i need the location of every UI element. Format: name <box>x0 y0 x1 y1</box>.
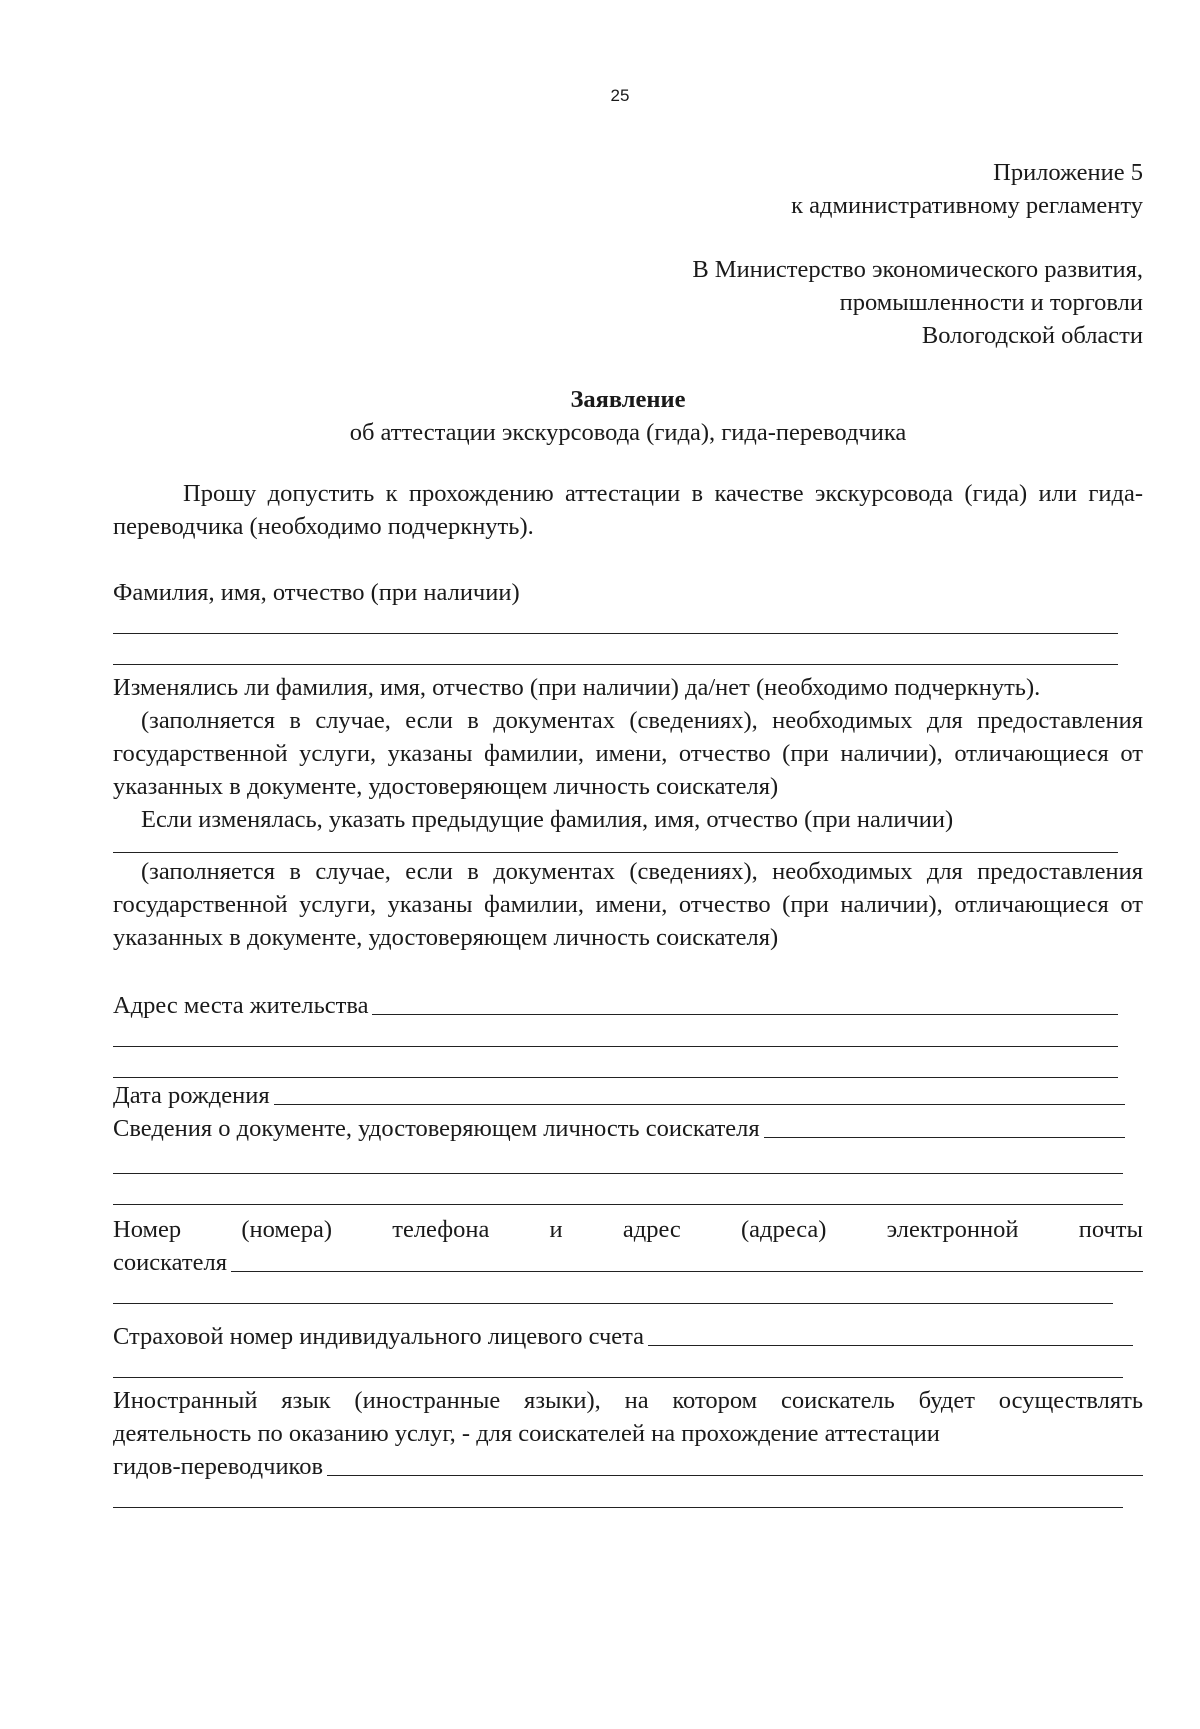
snils-label: Страховой номер индивидуального лицевого счета <box>113 1323 645 1350</box>
page-number: 25 <box>610 86 630 105</box>
phone-word: Номер <box>113 1216 182 1243</box>
previous-name-label: Если изменялась, указать предыдущие фамилия, имя, отчество (при наличии) <box>141 806 954 833</box>
snils-row <box>113 1320 1133 1353</box>
address-label: Адрес места жительства <box>113 992 369 1019</box>
address-line-3[interactable] <box>113 1077 1118 1078</box>
phone-word: электронной <box>886 1216 1019 1243</box>
addressee-line-1: В Министерство экономического развития, <box>692 256 1143 283</box>
fio-line-1[interactable] <box>113 633 1118 634</box>
snils-line-2[interactable] <box>113 1377 1123 1378</box>
address-row <box>113 989 1118 1022</box>
name-change-note-2: (заполняется в случае, если в документах (сведениях), необходимых для предоставления государственной услуги, указаны фамилии, имени, отчество (при наличии), отличающиеся от указанных в документе, удостоверяющем личность соискателя) <box>113 858 1143 951</box>
name-change-note-1: (заполняется в случае, если в документах (сведениях), необходимых для предоставления государственной услуги, указаны фамилии, имени, отчество (при наличии), отличающиеся от указанных в документе, удостоверяющем личность соискателя) <box>113 707 1143 800</box>
phone-word: (номера) <box>241 1216 333 1243</box>
addressee-line-3: Вологодской области <box>921 322 1143 349</box>
snils-line-1[interactable] <box>648 1345 1133 1346</box>
foreign-language-row <box>113 1450 1143 1483</box>
request-paragraph: Прошу допустить к прохождению аттестации в качестве экскурсовода (гида) или гида-переводчика (необходимо подчеркнуть). <box>113 480 1143 540</box>
appendix-header <box>113 156 1143 222</box>
appendix-line: Приложение 5 <box>993 159 1143 186</box>
foreign-language-line-1[interactable] <box>327 1475 1143 1476</box>
phone-email-line-1[interactable] <box>231 1271 1143 1272</box>
addressee-block <box>113 253 1143 352</box>
appendix-regulation-line: к административному регламенту <box>791 192 1143 219</box>
phone-word: почты <box>1078 1216 1143 1243</box>
foreign-language-label-2: гидов-переводчиков <box>113 1453 324 1480</box>
id-document-line-1[interactable] <box>764 1137 1125 1138</box>
id-document-line-2[interactable] <box>113 1173 1123 1174</box>
address-line-1[interactable] <box>372 1014 1118 1015</box>
name-changed-question: Изменялись ли фамилия, имя, отчество (при наличии) да/нет (необходимо подчеркнуть). <box>113 674 1041 701</box>
document-subtitle: об аттестации экскурсовода (гида), гида-переводчика <box>349 419 907 446</box>
document-content <box>113 156 1143 1508</box>
id-document-line-3[interactable] <box>113 1204 1123 1205</box>
phone-email-line-2[interactable] <box>113 1303 1113 1304</box>
fio-line-2[interactable] <box>113 664 1118 665</box>
phone-word: адрес <box>622 1216 681 1243</box>
birth-date-label: Дата рождения <box>113 1082 270 1109</box>
foreign-language-line-2[interactable] <box>113 1507 1123 1508</box>
phone-word: (адреса) <box>741 1216 827 1243</box>
id-document-row <box>113 1112 1125 1145</box>
address-line-2[interactable] <box>113 1046 1118 1047</box>
foreign-language-label: Иностранный язык (иностранные языки), на котором соискатель будет осуществлять деятельность по оказанию услуг, - для соискателей на прохождение аттестации <box>113 1387 1143 1447</box>
phone-email-row <box>113 1246 1143 1279</box>
phone-email-label-2: соискателя <box>113 1249 227 1276</box>
addressee-line-2: промышленности и торговли <box>839 289 1143 316</box>
birth-date-row <box>113 1079 1125 1112</box>
phone-word: и <box>549 1216 563 1243</box>
id-document-label: Сведения о документе, удостоверяющем личность соискателя <box>113 1115 760 1142</box>
birth-date-line[interactable] <box>274 1104 1125 1105</box>
phone-email-label-row <box>113 1213 1143 1246</box>
document-title: Заявление <box>570 386 686 413</box>
phone-word: телефона <box>392 1216 490 1243</box>
previous-name-line[interactable] <box>113 852 1118 853</box>
fio-label: Фамилия, имя, отчество (при наличии) <box>113 579 520 606</box>
